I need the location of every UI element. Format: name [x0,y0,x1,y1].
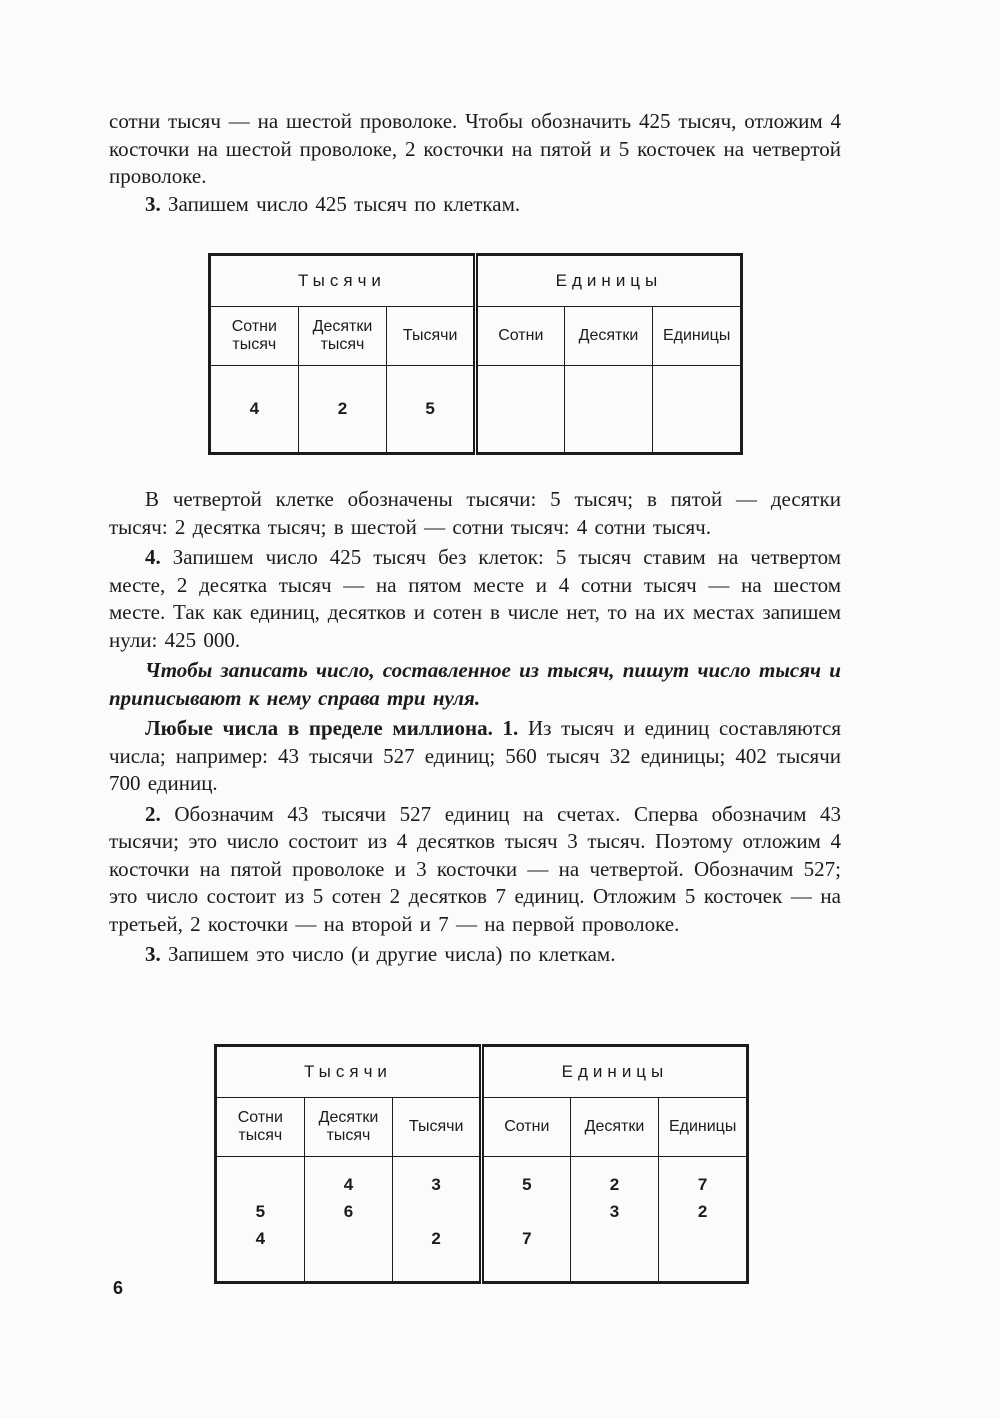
cell-value: 4 [343,1175,354,1194]
cell-value: 3 [609,1202,620,1221]
cell-value [393,1198,479,1225]
table-column-cell [481,1157,570,1283]
group-header-units: Единицы [475,255,741,307]
step-number: 4. [145,545,161,569]
column-header: Единицы [659,1098,748,1157]
place-value-table-425000 [208,253,743,455]
cell-value: 2 [609,1175,620,1194]
cell-value [217,1171,304,1198]
rule-statement: Чтобы записать число, составленное из тысяч, пишут число тысяч и приписывают к нему справа три нуля. [109,658,841,710]
paragraph-step-2 [109,801,841,939]
step-text: Запишем это число (и другие числа) по клеткам. [160,942,616,966]
column-header: Единицы [653,307,742,366]
paragraph-step-3 [109,191,841,219]
section-heading: Любые числа в пределе миллиона. 1. [145,716,519,740]
table-row [216,1157,748,1283]
column-header: Сотни тысяч [210,307,299,366]
cell-value [659,1225,746,1252]
page-number: 6 [113,1278,124,1298]
cell-value: 6 [343,1202,354,1221]
cell-value [484,1198,570,1225]
step-text: Запишем число 425 тысяч по клеткам. [160,191,521,216]
place-value-table-examples [214,1044,749,1284]
table-column-cell [216,1157,305,1283]
column-header: Десятки [564,307,653,366]
table-column-cell [304,1157,393,1283]
group-header-thousands: Тысячи [216,1046,482,1098]
table-column-cell [570,1157,659,1283]
paragraph-section-heading [109,715,841,798]
middle-text-block [109,486,841,969]
cell-value: 7 [697,1175,708,1194]
table-cell [475,366,564,454]
cell-value: 5 [255,1202,266,1221]
top-text-block [109,108,841,218]
cell-value: 5 [522,1175,532,1194]
table-column-cell [659,1157,748,1283]
paragraph-explanation: В четвертой клетке обозначены тысячи: 5 тысяч; в пятой — десятки тысяч: 2 десятка тысяч; в шестой — сотни тысяч: 4 сотни тысяч. [109,487,841,539]
table-cell: 5 [387,366,476,454]
column-header: Сотни [481,1098,570,1157]
column-header: Десятки тысяч [304,1098,393,1157]
cell-value: 3 [431,1175,441,1194]
column-header: Сотни тысяч [216,1098,305,1157]
column-header: Тысячи [393,1098,482,1157]
step-number: 3. [145,942,161,966]
cell-value: 7 [522,1229,532,1248]
section-text: Из тысяч и единиц составляются числа; например: 43 тысячи 527 единиц; 560 тысяч 32 единицы; 402 тысячи 700 единиц. [109,716,841,795]
table-row [210,366,742,454]
table-cell: 2 [298,366,387,454]
column-header: Сотни [475,307,564,366]
cell-value [305,1225,393,1252]
paragraph-continuation: сотни тысяч — на шестой проволоке. Чтобы обозначить 425 тысяч, отложим 4 косточки на шестой проволоке, 2 косточки на пятой и 5 косточек на четвертой проволоке. [109,109,841,188]
cell-value: 2 [431,1229,441,1248]
paragraph-step-4 [109,544,841,654]
step-text: Обозначим 43 тысячи 527 единиц на счетах. Сперва обозначим 43 тысячи; это число состоит из 4 десятков тысяч 3 тысяч. Поэтому отложим 4 косточки на пятой проволоке и 3 косточки — на четвертой. Обозначим 527; это число состоит из 5 сотен 2 десятков 7 единиц. Отложим 5 косточек — на третьей, 2 косточки — на второй и 7 — на первой проволоке. [109,801,841,936]
table-cell [653,366,742,454]
column-header: Десятки [570,1098,659,1157]
cell-value: 4 [255,1229,266,1248]
group-header-units: Единицы [481,1046,747,1098]
cell-value: 2 [697,1202,708,1221]
step-text: Запишем число 425 тысяч без клеток: 5 тысяч ставим на четвертом месте, 2 десятка тысяч — на пятом месте и 4 сотни тысяч — на шестом месте. Так как единиц, десятков и сотен в числе нет, то на их местах запишем нули: 425 000. [109,545,841,652]
column-header: Десятки тысяч [298,307,387,366]
table-column-cell [393,1157,482,1283]
cell-value [571,1225,659,1252]
column-header: Тысячи [387,307,476,366]
table-cell: 4 [210,366,299,454]
group-header-thousands: Тысячи [210,255,476,307]
step-number: 2. [145,801,161,826]
table-cell [564,366,653,454]
step-number: 3. [145,191,161,216]
paragraph-step-3b [109,941,841,969]
